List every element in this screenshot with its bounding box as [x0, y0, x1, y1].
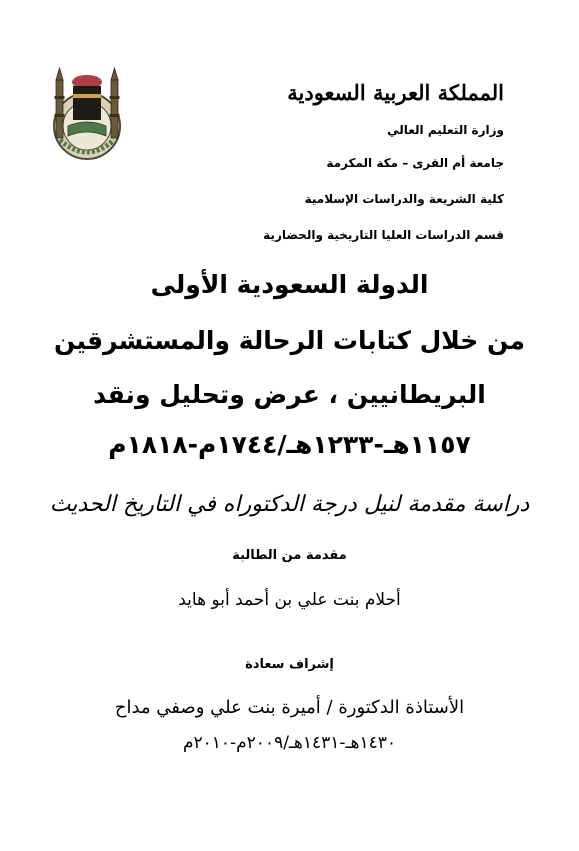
kingdom-name: المملكة العربية السعودية [287, 80, 504, 105]
submission-dates: ١٤٣٠هـ-١٤٣١هـ/٢٠٠٩م-٢٠١٠م [182, 733, 397, 753]
umm-al-qura-university-logo [46, 66, 128, 164]
thesis-title-line-3: البريطانيين ، عرض وتحليل ونقد [93, 380, 486, 409]
degree-statement: دراسة مقدمة لنيل درجة الدكتوراه في التاريخ الحديث [49, 492, 530, 517]
college-name: كلية الشريعة والدراسات الإسلامية [304, 192, 504, 206]
university-name: جامعة أم القرى – مكة المكرمة [326, 156, 504, 170]
supervision-label: إشراف سعادة [245, 657, 334, 672]
student-name: أحلام بنت علي بن أحمد أبو هايد [178, 590, 401, 610]
supervisor-name: الأستاذة الدكتورة / أميرة بنت علي وصفي مداح [114, 697, 465, 718]
presented-by-label: مقدمة من الطالبة [232, 548, 347, 563]
department-name: قسم الدراسات العليا التاريخية والحضارية [263, 228, 504, 242]
thesis-title-dates: ١١٥٧هـ-١٢٣٣هـ/١٧٤٤م-١٨١٨م [108, 430, 471, 459]
thesis-title-line-2: من خلال كتابات الرحالة والمستشرقين [54, 326, 525, 355]
thesis-title-line-1: الدولة السعودية الأولى [150, 270, 429, 299]
ministry-name: وزارة التعليم العالي [387, 123, 504, 137]
